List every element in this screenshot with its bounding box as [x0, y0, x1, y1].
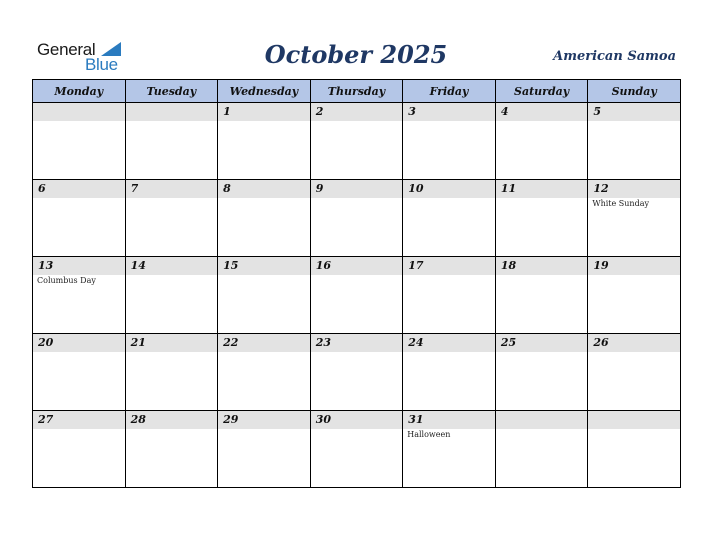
day-number-bar — [496, 411, 588, 429]
day-number: 7 — [130, 182, 139, 195]
day-number-bar — [126, 180, 218, 198]
day-number: 5 — [593, 105, 602, 118]
day-cell — [588, 257, 681, 334]
day-cell — [310, 334, 403, 411]
day-cell — [125, 334, 218, 411]
day-number-bar — [588, 334, 680, 352]
day-number-bar — [126, 411, 218, 429]
day-number-bar — [218, 103, 310, 121]
day-cell — [495, 103, 588, 180]
day-cell — [125, 103, 218, 180]
day-number-bar — [126, 334, 218, 352]
region-name: American Samoa — [553, 49, 676, 64]
day-number-bar — [218, 334, 310, 352]
day-number: 29 — [223, 413, 239, 426]
day-number-bar — [403, 180, 495, 198]
day-cell — [495, 411, 588, 488]
day-number-bar — [403, 411, 495, 429]
day-number-bar — [218, 411, 310, 429]
day-number-bar — [218, 180, 310, 198]
weekday-header: Friday — [403, 80, 496, 103]
day-number: 20 — [38, 336, 54, 349]
weekday-header: Wednesday — [218, 80, 311, 103]
weekday-header: Thursday — [310, 80, 403, 103]
day-number: 4 — [500, 105, 509, 118]
day-number: 1 — [223, 105, 231, 118]
weekday-header: Tuesday — [125, 80, 218, 103]
day-number-bar — [496, 334, 588, 352]
weekday-header: Monday — [33, 80, 126, 103]
day-number: 17 — [408, 259, 424, 272]
holiday-label: Columbus Day — [37, 276, 96, 285]
day-number-bar — [496, 103, 588, 121]
day-number-bar — [311, 180, 403, 198]
day-cell — [495, 180, 588, 257]
day-number-bar — [126, 103, 218, 121]
day-cell — [403, 411, 496, 488]
day-number-bar — [588, 411, 680, 429]
calendar-title: October 2025 — [264, 40, 448, 69]
day-number-bar — [403, 257, 495, 275]
weekday-header: Sunday — [588, 80, 681, 103]
day-number: 16 — [315, 259, 331, 272]
day-cell — [495, 257, 588, 334]
day-cell — [495, 334, 588, 411]
day-number: 19 — [593, 259, 609, 272]
day-number-bar — [33, 411, 125, 429]
day-cell — [33, 180, 126, 257]
day-cell — [33, 334, 126, 411]
day-cell — [218, 257, 311, 334]
day-number: 27 — [38, 413, 54, 426]
holiday-label: White Sunday — [592, 199, 649, 208]
day-number: 13 — [38, 259, 54, 272]
day-cell — [218, 411, 311, 488]
day-number: 28 — [130, 413, 146, 426]
week-row — [33, 257, 681, 334]
day-number-bar — [33, 103, 125, 121]
day-cell — [218, 334, 311, 411]
day-cell — [33, 411, 126, 488]
day-cell — [588, 334, 681, 411]
day-number-bar — [403, 103, 495, 121]
day-cell — [218, 103, 311, 180]
day-cell — [310, 257, 403, 334]
day-number: 3 — [408, 105, 416, 118]
day-cell — [403, 180, 496, 257]
day-number-bar — [403, 334, 495, 352]
day-cell — [310, 103, 403, 180]
day-cell — [403, 334, 496, 411]
logo-word-blue: Blue — [85, 55, 118, 74]
day-number-bar — [311, 411, 403, 429]
day-number: 6 — [38, 182, 46, 195]
day-cell — [33, 257, 126, 334]
day-number: 24 — [408, 336, 424, 349]
calendar-grid — [32, 79, 681, 488]
day-number-bar — [588, 103, 680, 121]
day-number: 2 — [315, 105, 324, 118]
day-number: 21 — [130, 336, 146, 349]
day-cell — [403, 103, 496, 180]
day-cell — [588, 103, 681, 180]
day-number: 10 — [408, 182, 424, 195]
day-number-bar — [33, 180, 125, 198]
day-number: 31 — [408, 413, 424, 426]
weekday-header-row — [33, 80, 681, 103]
day-number: 26 — [593, 336, 609, 349]
week-row — [33, 180, 681, 257]
day-number-bar — [33, 334, 125, 352]
week-row — [33, 334, 681, 411]
day-cell — [588, 180, 681, 257]
day-number: 14 — [130, 259, 146, 272]
day-number-bar — [496, 180, 588, 198]
day-cell — [33, 103, 126, 180]
day-cell — [588, 411, 681, 488]
day-cell — [310, 180, 403, 257]
day-number: 12 — [593, 182, 609, 195]
day-number-bar — [311, 334, 403, 352]
day-number-bar — [496, 257, 588, 275]
day-cell — [218, 180, 311, 257]
day-number: 15 — [223, 259, 239, 272]
day-number: 8 — [223, 182, 231, 195]
day-cell — [310, 411, 403, 488]
week-row — [33, 411, 681, 488]
day-number: 23 — [315, 336, 331, 349]
day-cell — [125, 257, 218, 334]
day-cell — [125, 180, 218, 257]
day-number: 25 — [500, 336, 517, 349]
day-number-bar — [588, 180, 680, 198]
weekday-header: Saturday — [495, 80, 588, 103]
day-number-bar — [126, 257, 218, 275]
day-number: 9 — [315, 182, 324, 195]
day-number-bar — [588, 257, 680, 275]
logo-word-general: General — [37, 40, 96, 59]
day-number-bar — [311, 257, 403, 275]
holiday-label: Halloween — [407, 430, 451, 439]
day-number: 11 — [500, 182, 517, 195]
day-cell — [125, 411, 218, 488]
day-number: 22 — [223, 336, 239, 349]
day-number: 30 — [315, 413, 331, 426]
day-number-bar — [218, 257, 310, 275]
week-row — [33, 103, 681, 180]
day-number-bar — [311, 103, 403, 121]
day-number: 18 — [500, 259, 517, 272]
day-cell — [403, 257, 496, 334]
day-number-bar — [33, 257, 125, 275]
